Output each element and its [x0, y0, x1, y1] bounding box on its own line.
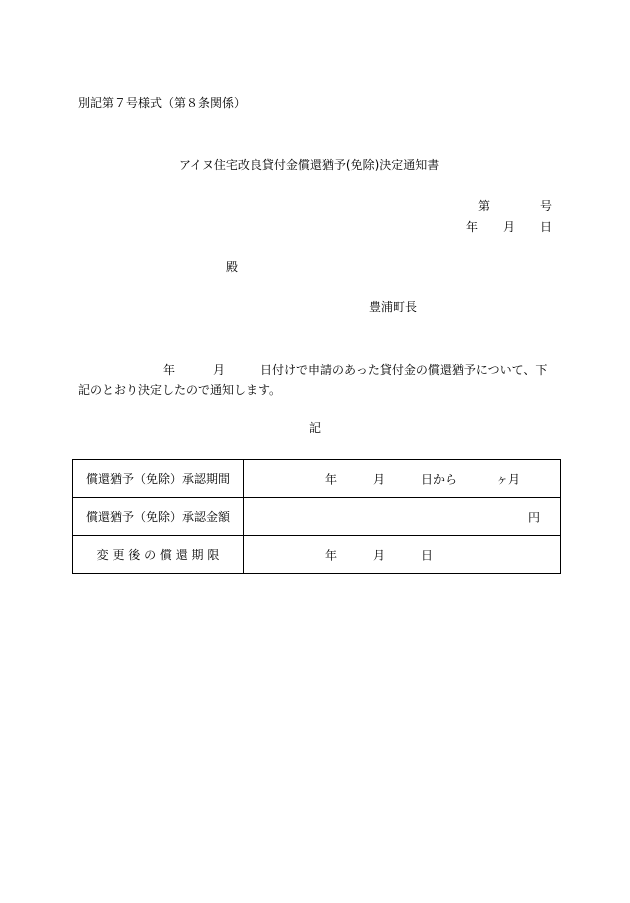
- document-number-suffix: 号: [540, 199, 553, 213]
- body-text: 日付けで申請のあった貸付金の償還猶予について、下記のとおり決定したので通知します。: [78, 363, 548, 397]
- issue-date-year: 年: [466, 220, 479, 234]
- approval-period-label: 償還猶予（免除）承認期間: [73, 460, 244, 498]
- form-reference: 別記第７号様式（第８条関係）: [78, 96, 247, 110]
- new-deadline-month: 月: [373, 548, 386, 562]
- document-number-prefix: 第: [478, 199, 491, 213]
- document-title: アイヌ住宅改良貸付金償還猶予(免除)決定通知書: [179, 158, 440, 172]
- approval-amount-value: [244, 498, 561, 536]
- new-deadline-value: [244, 536, 561, 574]
- approval-amount-yen: 円: [528, 510, 541, 524]
- approval-period-day-from: 日から: [421, 472, 458, 486]
- addressee-honorific: 殿: [226, 260, 239, 274]
- table-row: [73, 536, 561, 574]
- issue-date-day: 日: [540, 220, 553, 234]
- notification-body: [78, 360, 554, 400]
- issuer-name: 豊浦町長: [369, 300, 418, 314]
- table-row: [73, 460, 561, 498]
- new-deadline-label: 変 更 後 の 償 還 期 限: [73, 536, 244, 574]
- approval-period-months: ヶ月: [496, 472, 521, 486]
- body-year: 年: [163, 363, 176, 377]
- issue-date-month: 月: [503, 220, 516, 234]
- approval-period-value: [244, 460, 561, 498]
- approval-period-year: 年: [325, 472, 338, 486]
- body-month: 月: [213, 363, 226, 377]
- approval-period-month: 月: [373, 472, 386, 486]
- ki-heading: 記: [309, 421, 322, 435]
- decision-table: [72, 459, 561, 574]
- approval-amount-label: 償還猶予（免除）承認金額: [73, 498, 244, 536]
- new-deadline-day: 日: [421, 548, 434, 562]
- table-row: [73, 498, 561, 536]
- new-deadline-year: 年: [325, 548, 338, 562]
